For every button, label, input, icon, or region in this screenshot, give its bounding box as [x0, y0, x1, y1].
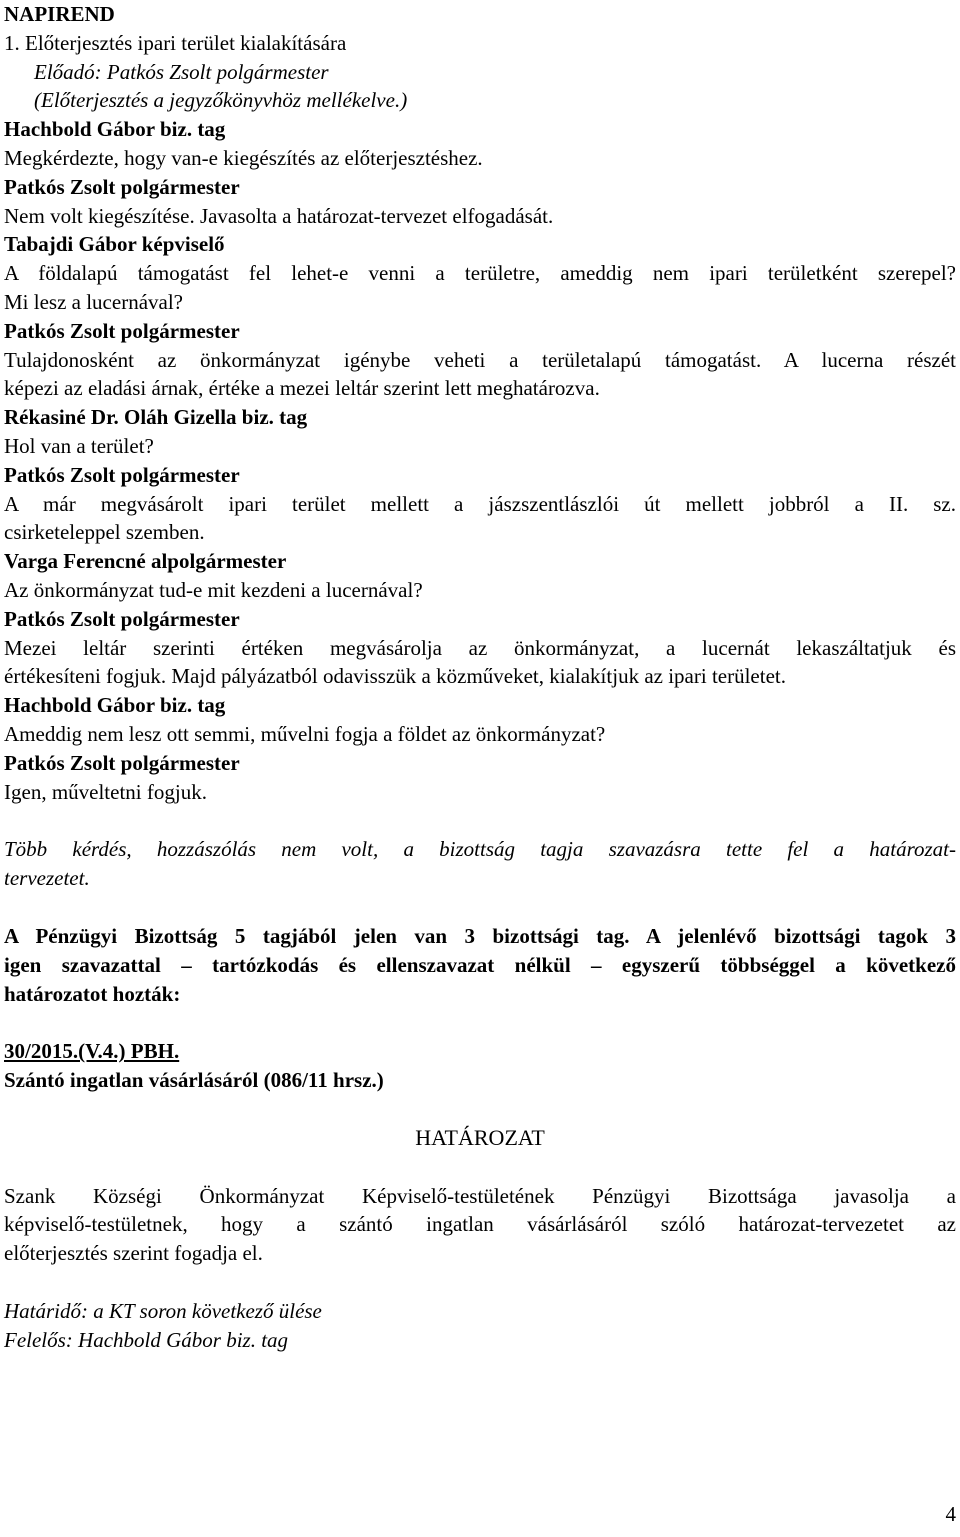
speech-line: képezi az eladási árnak, értéke a mezei leltár szerint lett meghatározva.	[4, 376, 600, 401]
speaker-name: Patkós Zsolt polgármester	[4, 318, 240, 343]
speech-line: értékesíteni fogjuk. Majd pályázatból odavisszük a közműveket, kialakítjuk az ipari területet.	[4, 664, 786, 689]
agenda-item-presenter: Előadó: Patkós Zsolt polgármester	[34, 59, 329, 84]
speech-line: csirketeleppel szemben.	[4, 520, 205, 545]
closing-note-line: Több kérdés, hozzászólás nem volt, a bizottság tagja szavazásra tette fel a határozat-	[4, 837, 956, 862]
speech-line: Nem volt kiegészítése. Javasolta a határozat-tervezet elfogadását.	[4, 203, 554, 228]
vote-statement	[4, 922, 956, 1008]
document-page	[4, 0, 956, 1355]
agenda-heading: NAPIREND	[4, 2, 115, 26]
speaker-name: Hachbold Gábor biz. tag	[4, 693, 226, 718]
resolution-subject: Szántó ingatlan vásárlásáról (086/11 hrsz.)	[4, 1068, 384, 1093]
speech-line: Igen, műveltetni fogjuk.	[4, 779, 207, 804]
speech-line: Az önkormányzat tud-e mit kezdeni a lucernával?	[4, 577, 423, 602]
closing-note	[4, 835, 956, 893]
resolution-body-line: képviselő-testületnek, hogy a szántó ingatlan vásárlásáról szóló határozat-tervezetet az	[4, 1212, 956, 1237]
resolution-body-line: előterjesztés szerint fogadja el.	[4, 1241, 263, 1266]
vote-statement-line: A Pénzügyi Bizottság 5 tagjából jelen van 3 bizottsági tag. A jelenlévő bizottsági tagok 3	[4, 923, 956, 948]
speaker-name: Rékasiné Dr. Oláh Gizella biz. tag	[4, 405, 308, 430]
resolution-body-line: Szank Községi Önkormányzat Képviselő-testületének Pénzügyi Bizottsága javasolja a	[4, 1183, 956, 1208]
speech-line: A földalapú támogatást fel lehet-e venni a területre, ameddig nem ipari területként szerepel?	[4, 261, 956, 286]
speech-line: Ameddig nem lesz ott semmi, művelni fogja a földet az önkormányzat?	[4, 721, 606, 746]
vote-statement-line: igen szavazattal – tartózkodás és ellenszavazat nélkül – egyszerű többséggel a következő	[4, 952, 956, 977]
speaker-name: Patkós Zsolt polgármester	[4, 750, 240, 775]
resolution-number: 30/2015.(V.4.) PBH.	[4, 1039, 180, 1064]
resolution-heading: HATÁROZAT	[415, 1124, 545, 1150]
speaker-name: Hachbold Gábor biz. tag	[4, 117, 226, 142]
speech-line: A már megvásárolt ipari terület mellett a jászszentlászlói út mellett jobbról a II. sz.	[4, 491, 956, 516]
agenda-item-attachment-note: (Előterjesztés a jegyzőkönyvhöz mellékelve.)	[34, 88, 408, 113]
speaker-name: Varga Ferencné alpolgármester	[4, 549, 287, 574]
speech-line: Mi lesz a lucernával?	[4, 289, 183, 314]
resolution-deadline: Határidő: a KT soron következő ülése	[4, 1299, 322, 1324]
speech-line: Tulajdonosként az önkormányzat igénybe veheti a területalapú támogatást. A lucerna részét	[4, 347, 956, 372]
resolution-responsible: Felelős: Hachbold Gábor biz. tag	[4, 1327, 289, 1352]
speech-line: Hol van a terület?	[4, 433, 154, 458]
resolution	[4, 1037, 956, 1354]
agenda-item-title: 1. Előterjesztés ipari terület kialakítására	[4, 30, 347, 55]
speech-line: Megkérdezte, hogy van-e kiegészítés az előterjesztéshez.	[4, 145, 483, 170]
page-number: 4	[945, 1502, 956, 1526]
speaker-name: Tabajdi Gábor képviselő	[4, 232, 225, 257]
speaker-name: Patkós Zsolt polgármester	[4, 462, 240, 487]
speaker-name: Patkós Zsolt polgármester	[4, 174, 240, 199]
closing-note-line: tervezetet.	[4, 866, 90, 891]
vote-statement-line: határozatot hozták:	[4, 981, 181, 1006]
speaker-name: Patkós Zsolt polgármester	[4, 606, 240, 631]
speech-line: Mezei leltár szerinti értéken megvásárolja az önkormányzat, a lucernát lekaszáltatjuk és	[4, 635, 956, 660]
discussion	[4, 115, 956, 806]
